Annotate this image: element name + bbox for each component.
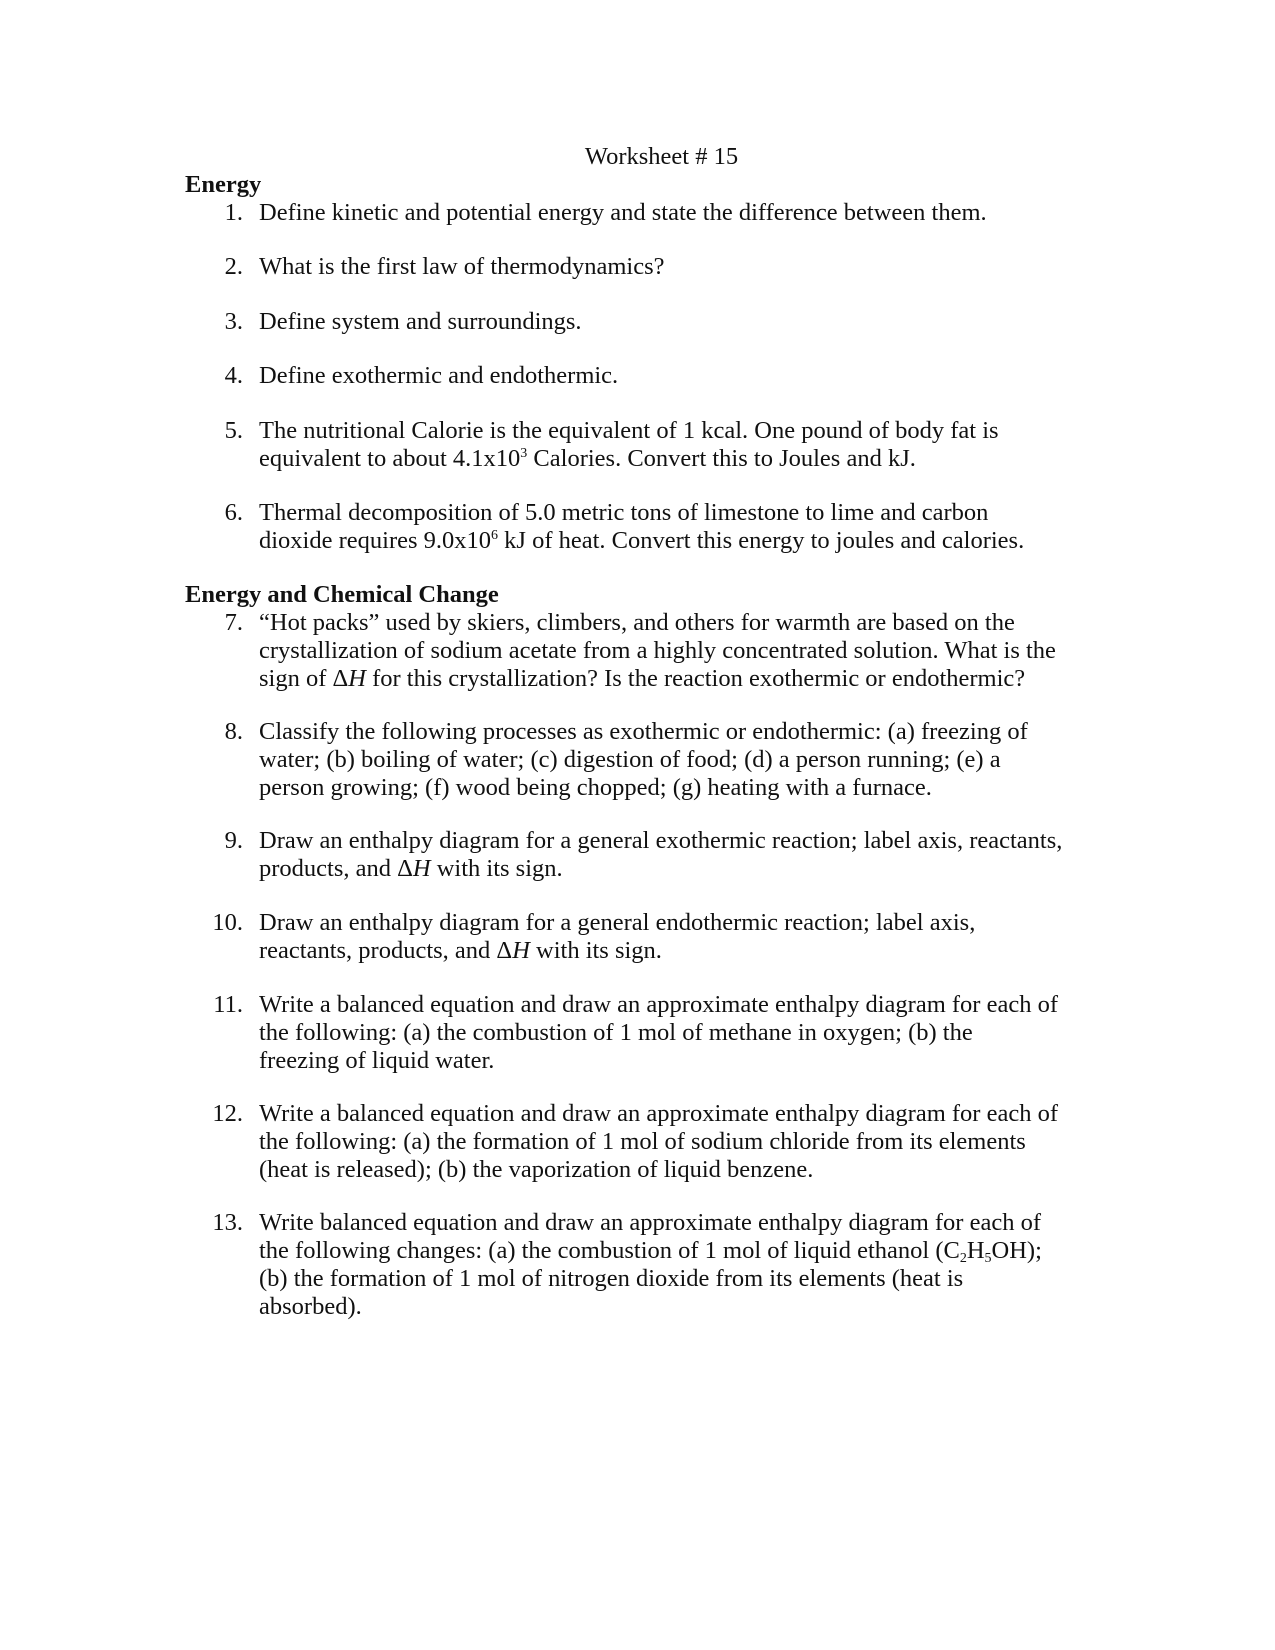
question-text — [259, 909, 1085, 965]
question-line: sign of ΔH for this crystallization? Is the reaction exothermic or endothermic? — [259, 665, 1026, 692]
question-line: Classify the following processes as exothermic or endothermic: (a) freezing of — [259, 718, 1028, 745]
question-line: Write a balanced equation and draw an approximate enthalpy diagram for each of — [259, 1100, 1058, 1127]
question-text — [259, 609, 1085, 693]
question-number: 4. — [224, 362, 243, 389]
question-text — [259, 253, 1085, 281]
question-line: The nutritional Calorie is the equivalent of 1 kcal. One pound of body fat is — [259, 417, 999, 444]
question-line: Draw an enthalpy diagram for a general endothermic reaction; label axis, — [259, 909, 976, 936]
question-line: the following: (a) the formation of 1 mol of sodium chloride from its elements — [259, 1128, 1026, 1155]
question-number: 5. — [224, 417, 243, 444]
question-line: dioxide requires $9.0x10^6$ kJ of heat. Convert this energy to joules and calories. — [259, 527, 1025, 554]
question-text — [259, 308, 1085, 336]
question-number: 3. — [224, 308, 243, 335]
section-heading-energy-and-chemical-change: Energy and Chemical Change — [185, 581, 499, 608]
question-text — [259, 499, 1085, 555]
question-line: “Hot packs” used by skiers, climbers, and others for warmth are based on the — [259, 609, 1015, 636]
question-line: crystallization of sodium acetate from a highly concentrated solution. What is the — [259, 637, 1056, 664]
question-text — [259, 1100, 1085, 1184]
question-line: Define system and surroundings. — [259, 308, 582, 335]
question-text — [259, 1209, 1085, 1321]
question-line: (heat is released); (b) the vaporization of liquid benzene. — [259, 1156, 814, 1183]
question-line: person growing; (f) wood being chopped; (g) heating with a furnace. — [259, 774, 932, 801]
question-text — [259, 827, 1085, 883]
question-line: Draw an enthalpy diagram for a general exothermic reaction; label axis, reactants, — [259, 827, 1063, 854]
question-line: What is the first law of thermodynamics? — [259, 253, 665, 280]
question-text — [259, 199, 1085, 227]
question-line: equivalent to about $4.1x10^3$ Calories. Convert this to Joules and kJ. — [259, 445, 916, 472]
question-line: the following changes: (a) the combustion of 1 mol of liquid ethanol $(C_2H_5OH)$; — [259, 1237, 1042, 1266]
question-number: 10. — [212, 909, 243, 936]
question-number: 6. — [224, 499, 243, 526]
question-line: reactants, products, and ΔH with its sign. — [259, 937, 662, 964]
question-line: freezing of liquid water. — [259, 1047, 495, 1074]
question-number: 12. — [212, 1100, 243, 1127]
question-text — [259, 718, 1085, 802]
question-line: Write balanced equation and draw an approximate enthalpy diagram for each of — [259, 1209, 1041, 1236]
question-line: (b) the formation of 1 mol of nitrogen dioxide from its elements (heat is — [259, 1265, 964, 1292]
question-line: Define exothermic and endothermic. — [259, 362, 619, 389]
question-line: absorbed). — [259, 1293, 362, 1320]
question-number: 8. — [224, 718, 243, 745]
question-number: 9. — [224, 827, 243, 854]
question-text — [259, 362, 1085, 390]
question-line: Write a balanced equation and draw an approximate enthalpy diagram for each of — [259, 991, 1058, 1018]
question-line: Define kinetic and potential energy and state the difference between them. — [259, 199, 987, 226]
question-number: 13. — [212, 1209, 243, 1236]
question-line: the following: (a) the combustion of 1 mol of methane in oxygen; (b) the — [259, 1019, 973, 1046]
question-line: products, and ΔH with its sign. — [259, 855, 563, 882]
question-line: Thermal decomposition of 5.0 metric tons of limestone to lime and carbon — [259, 499, 989, 526]
question-number: 7. — [224, 609, 243, 636]
question-number: 2. — [224, 253, 243, 280]
question-line: water; (b) boiling of water; (c) digestion of food; (d) a person running; (e) a — [259, 746, 1001, 773]
worksheet-title: Worksheet # 15 — [584, 143, 739, 170]
section-heading-energy: Energy — [185, 171, 262, 198]
question-text — [259, 417, 1085, 473]
question-text — [259, 991, 1085, 1075]
question-number: 11. — [213, 991, 243, 1018]
question-number: 1. — [224, 199, 243, 226]
